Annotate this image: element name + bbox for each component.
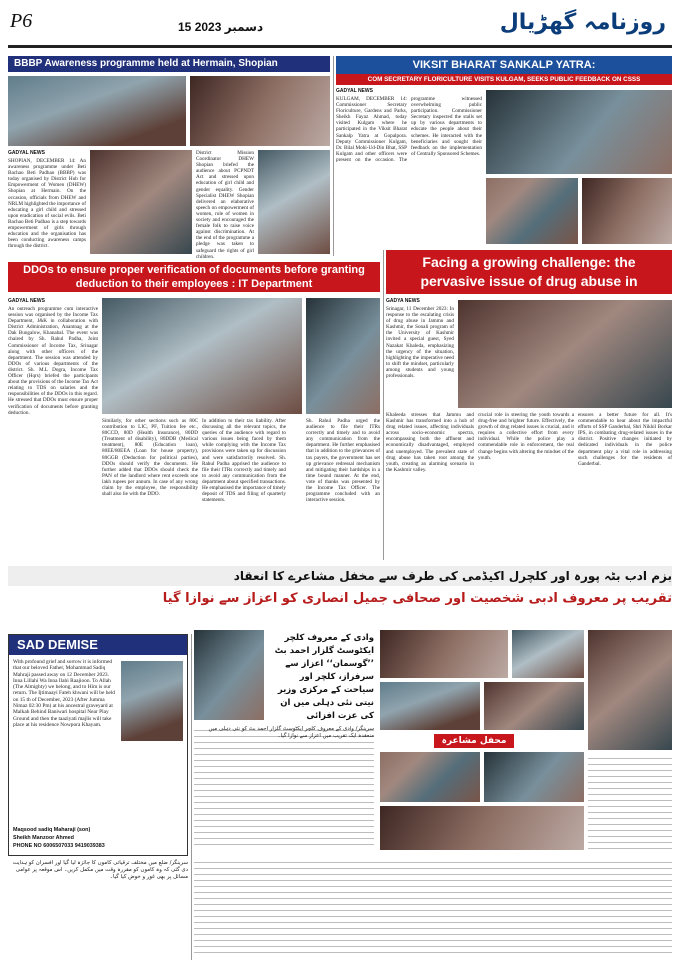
drug-headline: Facing a growing challenge: the pervasive issue of drug abuse in bbox=[386, 250, 672, 294]
deceased-portrait bbox=[121, 661, 183, 741]
sad-demise-signed-2: Sheikh Manzoor Ahmed bbox=[13, 835, 74, 841]
urdu-wadi-headline: وادی کے معروف کلچر ایکٹوسٹ گلزار احمد بٹ ’’گوسمان‘‘ اعزاز سے سرفراز، کلچر اور سیاحت کے مرکزی وزیر نیتی نئی دہلی میں ان کی عزت افزائی bbox=[274, 633, 374, 721]
drug-dateline: GADYA NEWS bbox=[386, 298, 420, 304]
drug-col-2: Khaleeda stresses that Jammu and Kashmir has transformed into a hub of drug related issues, affecting individuals across socio-economic spectra, encompassing both the affluent and economically disadvantaged, employed and unemployed. The prevalent state of drug abuse has taken root among the youth, creating an alarming scenario in the Kashmir valley. bbox=[386, 412, 474, 473]
cultural-activist-photo bbox=[194, 630, 264, 720]
mushaira-photo-4 bbox=[484, 682, 584, 730]
bbbp-photo-4 bbox=[258, 150, 330, 254]
it-headline: DDOs to ensure proper verification of documents before granting deduction to their employees : IT Department bbox=[8, 262, 380, 292]
it-side-photo bbox=[306, 298, 380, 414]
issue-year: 2023 bbox=[194, 20, 222, 34]
viksit-photo-1 bbox=[486, 90, 672, 174]
viksit-body: KULGAM, DECEMBER 14: Commissioner Secretary Floriculture, Gardens and Parks, Sheikh Fayaz Ahmad, today visited Kulgam where he participated in the Viksit Bharat Sankalp Yatra at Gopalpora. Deputy Commissioner Kulgam, Dr. Bilal Mohi-Ud-Din Bhat, SSP Kulgam and other officers were present on the occasion. The programme witnessed overwhelming public participation. Commissioner Secretary inspected the stalls set up by various departments to educate the people about their schemes. He interacted with the beneficiaries and sought their feedback on the implementation of Centrally Sponsored Schemes. bbox=[336, 96, 482, 163]
mushaira-photo-5 bbox=[380, 752, 480, 802]
page-number: P6 bbox=[10, 10, 33, 32]
viksit-headline: VIKSIT BHARAT SANKALP YATRA: bbox=[336, 56, 672, 74]
it-col-1: An outreach programme cum interactive session was organised by the Income Tax Department, J&K in collaboration with District Administration, Anantnag at the Dak Bungalow, Khanabal. The event was chaired by Sh. Rahul Padha, Joint Commissioner of Income Tax, Srinagar along with other officers of the department. The session was attended by DDOs of various departments of the district. Sh. M.L Dogra, Income Tax Officer (Hqrs) briefed the participants about the provisions of the Income Tax Act relating to TDS on salaries and the responsibilities of the DDOs in this regard. He stressed that DDOs must ensure proper verification of documents before granting deduction. bbox=[8, 306, 98, 416]
urdu-col-left bbox=[8, 860, 188, 960]
column-rule-1 bbox=[333, 56, 334, 256]
it-col-2: Similarly, for other sections such as 80C contribution to LIC, PF, Tuition fee etc., 80CCD, 80D (Health Insurance), 80DD (Treatment of disability), 80DDB (Medical treatment), 80E (Education loan), 80EE/80EEA (Loan for house property), 80GGB (Deduction for political parties), DDOs should verify the documents. He further added that DDOs should check the PAN of the landlord where rent exceeds one lakh rupees per annum. In case of any wrong claim by the employee, the responsibility shall also lie with the DDO. bbox=[102, 418, 198, 498]
bbbp-dateline: GADYAL NEWS bbox=[8, 150, 45, 156]
column-rule-3 bbox=[191, 634, 192, 960]
masthead: روزنامہ گھڑیال bbox=[499, 10, 666, 35]
sad-demise-phone: PHONE NO 6006507033 9419039383 bbox=[13, 843, 105, 849]
bbbp-article bbox=[8, 56, 330, 260]
urdu-wadi-body: سرینگر/ وادی کے معروف کلچر ایکٹوسٹ گلزار احمد بٹ کو نئی دہلی میں منعقدہ ایک تقریب میں اعزاز سے نوازا گیا۔ bbox=[194, 726, 374, 850]
bbbp-photo-2 bbox=[190, 76, 330, 146]
it-photo bbox=[102, 298, 302, 414]
issue-date bbox=[178, 20, 263, 34]
bbbp-photo-3 bbox=[90, 150, 192, 254]
mushaira-photo-6 bbox=[484, 752, 584, 802]
mushaira-banner: محفل مشاعرہ bbox=[434, 734, 514, 748]
issue-day: 15 bbox=[178, 20, 192, 34]
urdu-award-line-1: بزم ادب بٹہ پورہ اور کلچرل اکیڈمی کی طرف سے مخفل مشاعرے کا انعقاد bbox=[8, 566, 672, 586]
bbbp-photo-1 bbox=[8, 76, 186, 146]
bbbp-body-right: District Mission Coordinator DHEW Shopian briefed the audience about PCPNDT Act and stressed upon education of girl child and gender equality. Gender Specialist DHEW Shopian delivered an elaborative speech on empowerment of women, role of women in society and encouraged the female folk to raise voice against discrimination. At the end of the programme a pledge was taken to safeguard the rights of girl children. bbox=[196, 150, 254, 260]
urdu-award-line-2: تقریب پر معروف ادبی شخصیت اور صحافی جمیل انصاری کو اعزاز سے نوازا گیا bbox=[162, 591, 672, 606]
viksit-photo-2 bbox=[486, 178, 578, 244]
it-dateline: GADYAL NEWS bbox=[8, 298, 45, 304]
viksit-photo-3 bbox=[582, 178, 672, 244]
viksit-subhead: COM SECRETARY FLORICULTURE VISITS KULGAM, SEEKS PUBLIC FEEDBACK ON CSSS bbox=[336, 74, 672, 85]
drug-col-4: ensures a better future for all. It's commendable to hear about the impactful efforts of SSP Ganderbal, Shri Nikhil Borkar IPS, in combating drug-related issues in the district. Positive changes initiated by dedicated individuals in the police department play a vital role in addressing such challenges for the residents of Ganderbal. bbox=[578, 412, 672, 467]
sad-demise-body: With profound grief and sorrow it is informed that our beloved Father, Mohammad Sadiq Mahraji passed away on 12 December 2023. Inna Lillahi Wa Inna Ilahi Raajioon. To Allah (The Almighty) we belong, and to Him is our return. The Ijtimaayi Fateh khwani will be held on 15 th of December, 2023 (After Jumma Nimaz 02:30 Pm) at his ancestral graveyard at Malkah Behind Baniwari hospital Near Play Ground and then the taaziyati majlis will take place at his residence Nowpora Khayam. bbox=[13, 659, 115, 728]
it-col-3: In addition to their tax liability. After discussing all the relevant topics, the queries of the audience with regard to various issues being faced by them while complying with the Income Tax provisions were taken up for discussion and were satisfactorily resolved. Sh. Rahul Padha apprised the audience to file their ITRs correctly and timely and to avoid any communication from the department about specified transactions. He emphasised the importance of timely deposit of TDS and filing of quarterly statements. bbox=[202, 418, 286, 504]
sad-demise-signed-1: Maqsood sadiq Maharaji (son) bbox=[13, 827, 91, 833]
drug-photo bbox=[458, 300, 672, 408]
mushaira-photo-2 bbox=[512, 630, 584, 678]
issue-month: دسمبر bbox=[224, 20, 264, 34]
it-col-4: Sh. Rahul Padha urged the audience to file their ITRs correctly and timely and to avoid any communication from the department. He further emphasised that in addition to the grievances of tax payers, the government has set up grievance redressal mechanism and mitigating their hardships in a time bound manner. At the end, vote of thanks was presented by the Income Tax Officer. The programme concluded with an interactive session. bbox=[306, 418, 380, 504]
page-header bbox=[8, 8, 672, 48]
sad-demise-box bbox=[8, 634, 188, 856]
column-rule-2 bbox=[383, 250, 384, 560]
urdu-lower-text-block bbox=[194, 858, 672, 958]
mushaira-photo-3 bbox=[380, 682, 480, 730]
bbbp-body-left: SHOPIAN, DECEMBER 14: An awareness programme under Beti Bachao Beti Padhao (BBBP) was today organised by District Hub for Empowerment of Women (DHEW) Shopian at Hermain. On the occasion, officials from DHEW and NRLM highlighted the importance of educating a girl child and stressed upon eradication of social evils. Beti Bachao Beti Padhao is a step towards empowerment of girls through education and the organisation has been conducting awareness camps through the district. bbox=[8, 158, 86, 250]
viksit-bharat-article bbox=[336, 56, 672, 246]
drug-col-3: crucial role in steering the youth towards a drug-free and brighter future. Effectively, the growth of drug related issues is crucial, and it requires a collective effort from every individual. While the police play a commendable role in enforcement, the real change begins with altering the mindset of the youth. bbox=[478, 412, 574, 461]
sad-demise-title: SAD DEMISE bbox=[9, 635, 187, 655]
drug-abuse-article bbox=[386, 250, 672, 560]
bbbp-headline: BBBP Awareness programme held at Hermain, Shopian bbox=[8, 56, 330, 72]
viksit-dateline: GADYAL NEWS bbox=[336, 88, 373, 94]
mushaira-photo-7 bbox=[380, 806, 584, 850]
urdu-right-photo bbox=[588, 630, 672, 750]
urdu-award-article bbox=[8, 566, 672, 626]
urdu-col-left-body: سرینگر/ ضلع میں مختلف ترقیاتی کاموں کا جائزہ لیا گیا اور افسران کو ہدایت دی گئی کہ وہ کاموں کو مقررہ وقت میں مکمل کریں۔ اس موقعہ پر عوامی مسائل پر بھی غور و خوض کیا گیا۔ bbox=[12, 860, 188, 880]
urdu-wadi-article bbox=[194, 630, 672, 960]
drug-col-1: Srinagar, 11 December 2023: In response to the escalating crisis of drug abuse in Jammu and Kashmir, the Sonali program of the University of Kashmir invited a special guest, Syed Nazakat Khaleda, emphasizing the urgency of the situation, highlighting the imperative need to shift the mindset, particularly among students and young professionals. bbox=[386, 306, 454, 380]
urdu-right-text-block bbox=[588, 754, 672, 850]
mushaira-photo-1 bbox=[380, 630, 508, 678]
